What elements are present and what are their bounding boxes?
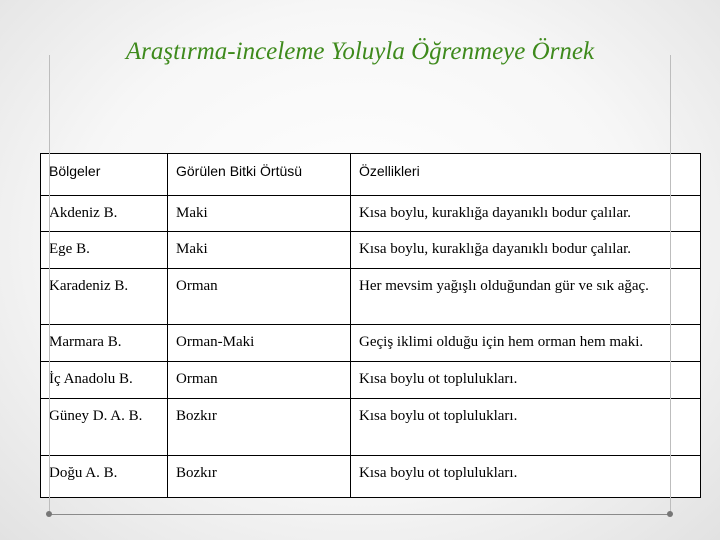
features-cell: Her mevsim yağışlı olduğundan gür ve sık ağaç. xyxy=(351,269,701,325)
table-header-row xyxy=(41,154,701,196)
vegetation-cell: Maki xyxy=(168,196,351,232)
table-row xyxy=(41,232,701,269)
table-row xyxy=(41,269,701,325)
header-cell-features: Özellikleri xyxy=(351,154,701,196)
vegetation-cell: Bozkır xyxy=(168,399,351,456)
region-cell: Akdeniz B. xyxy=(41,196,168,232)
features-cell: Kısa boylu, kuraklığa dayanıklı bodur çalılar. xyxy=(351,232,701,269)
region-cell: Doğu A. B. xyxy=(41,456,168,498)
vegetation-cell: Orman xyxy=(168,269,351,325)
header-cell-vegetation: Görülen Bitki Örtüsü xyxy=(168,154,351,196)
frame-corner-dot-left xyxy=(46,511,52,517)
features-cell: Kısa boylu ot toplulukları. xyxy=(351,362,701,399)
features-cell: Kısa boylu, kuraklığa dayanıklı bodur çalılar. xyxy=(351,196,701,232)
slide-frame-left-line xyxy=(49,55,50,514)
table-row xyxy=(41,196,701,232)
slide-frame-bottom-line xyxy=(49,514,671,515)
table-row xyxy=(41,399,701,456)
table-row xyxy=(41,456,701,498)
slide-title: Araştırma-inceleme Yoluyla Öğrenmeye Örnek xyxy=(125,38,595,65)
vegetation-cell: Maki xyxy=(168,232,351,269)
table-row xyxy=(41,362,701,399)
region-cell: Karadeniz B. xyxy=(41,269,168,325)
vegetation-cell: Orman xyxy=(168,362,351,399)
features-cell: Geçiş iklimi olduğu için hem orman hem maki. xyxy=(351,325,701,362)
vegetation-table xyxy=(40,153,701,498)
vegetation-cell: Orman-Maki xyxy=(168,325,351,362)
header-cell-regions: Bölgeler xyxy=(41,154,168,196)
region-cell: İç Anadolu B. xyxy=(41,362,168,399)
region-cell: Ege B. xyxy=(41,232,168,269)
features-cell: Kısa boylu ot toplulukları. xyxy=(351,399,701,456)
frame-corner-dot-right xyxy=(667,511,673,517)
slide-frame-right-line xyxy=(670,55,671,514)
region-cell: Güney D. A. B. xyxy=(41,399,168,456)
table-row xyxy=(41,325,701,362)
region-cell: Marmara B. xyxy=(41,325,168,362)
features-cell: Kısa boylu ot toplulukları. xyxy=(351,456,701,498)
vegetation-cell: Bozkır xyxy=(168,456,351,498)
